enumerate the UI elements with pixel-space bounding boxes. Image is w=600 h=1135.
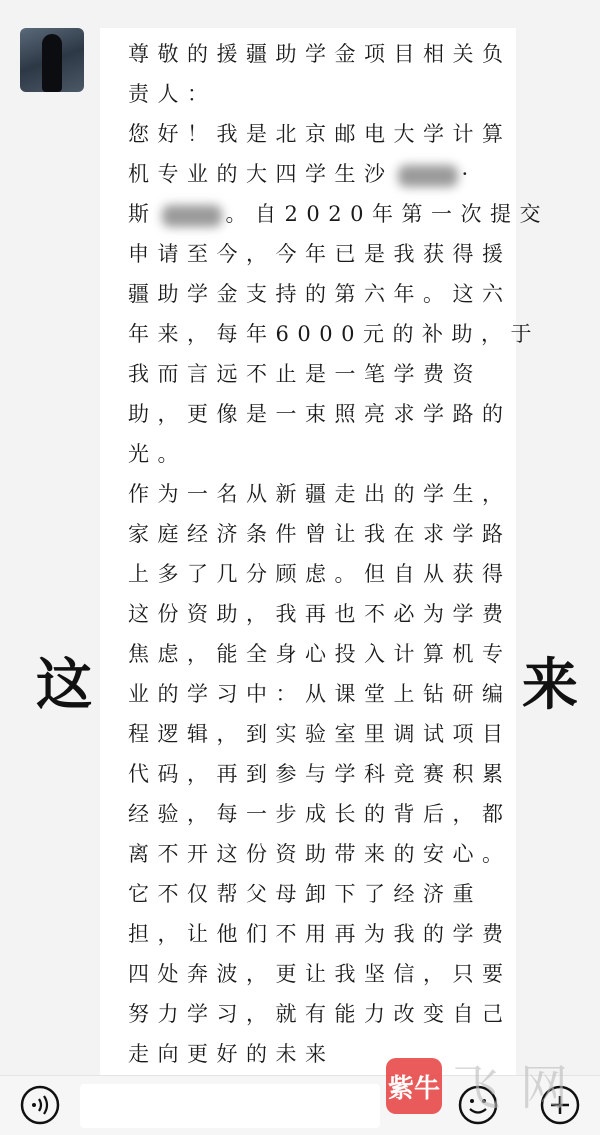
line-text: 助，更像是一束照亮求学路的 xyxy=(128,402,512,426)
background-char-left: 这 xyxy=(36,652,92,718)
message-line xyxy=(128,114,514,154)
message-line xyxy=(128,794,514,834)
message-line xyxy=(128,154,514,194)
line-text: 尊敬的援疆助学金项目相关负 xyxy=(128,42,512,66)
message-line xyxy=(128,994,514,1034)
sender-avatar[interactable] xyxy=(20,28,84,92)
watermark-logo: 紫牛 xyxy=(386,1058,442,1114)
line-text: 斯 xyxy=(128,202,158,226)
message-input[interactable] xyxy=(80,1084,380,1128)
message-line xyxy=(128,554,514,594)
watermark-text-1: 飞 xyxy=(452,1060,501,1116)
message-line xyxy=(128,394,514,434)
voice-icon[interactable] xyxy=(20,1085,60,1125)
line-text: 上多了几分顾虑。但自从获得 xyxy=(128,562,512,586)
line-text: 机专业的大四学生沙 xyxy=(128,162,394,186)
line-text: 责人： xyxy=(128,82,217,106)
line-text: 走向更好的未来 xyxy=(128,1042,335,1066)
message-line xyxy=(128,514,514,554)
line-text: 家庭经济条件曾让我在求学路 xyxy=(128,522,512,546)
line-text: 它不仅帮父母卸下了经济重 xyxy=(128,882,482,906)
line-text: 经验，每一步成长的背后，都 xyxy=(128,802,512,826)
message-line xyxy=(128,194,549,234)
message-line xyxy=(128,914,514,954)
message-line xyxy=(128,74,514,114)
message-line xyxy=(128,954,514,994)
line-text: 申请至今，今年已是我获得援 xyxy=(128,242,512,266)
line-text: 担，让他们不用再为我的学费 xyxy=(128,922,512,946)
message-line xyxy=(128,474,514,514)
message-line xyxy=(128,434,514,474)
message-line xyxy=(128,234,514,274)
message-line xyxy=(128,634,514,674)
line-text: 作为一名从新疆走出的学生， xyxy=(128,482,512,506)
line-text: 疆助学金支持的第六年。这六 xyxy=(128,282,512,306)
blurred-name xyxy=(398,165,458,187)
message-line xyxy=(128,354,514,394)
message-line xyxy=(128,314,540,354)
message-text xyxy=(128,34,549,1074)
line-text: 年来，每年6000元的补助，于 xyxy=(128,322,540,346)
chat-input-bar xyxy=(0,1075,600,1135)
line-text: 代码，再到参与学科竞赛积累 xyxy=(128,762,512,786)
line-text: 四处奔波，更让我坚信，只要 xyxy=(128,962,512,986)
message-line xyxy=(128,874,514,914)
line-text: 焦虑，能全身心投入计算机专 xyxy=(128,642,512,666)
background-char-right: 来 xyxy=(522,652,578,718)
message-line xyxy=(128,594,514,634)
watermark-text-2: 网 xyxy=(520,1060,569,1116)
line-text: 这份资助，我再也不必为学费 xyxy=(128,602,512,626)
message-line xyxy=(128,754,514,794)
line-text: 您好！我是北京邮电大学计算 xyxy=(128,122,512,146)
line-text: 程逻辑，到实验室里调试项目 xyxy=(128,722,512,746)
line-text: · xyxy=(461,162,477,186)
line-text: 光。 xyxy=(128,442,187,466)
message-line xyxy=(128,714,514,754)
line-text: 。自2020年第一次提交 xyxy=(225,202,549,226)
message-line xyxy=(128,674,514,714)
line-text: 我而言远不止是一笔学费资 xyxy=(128,362,482,386)
line-text: 努力学习，就有能力改变自己 xyxy=(128,1002,512,1026)
line-text: 离不开这份资助带来的安心。 xyxy=(128,842,512,866)
message-line xyxy=(128,34,514,74)
line-text: 业的学习中：从课堂上钻研编 xyxy=(128,682,512,706)
message-line xyxy=(128,834,514,874)
blurred-name xyxy=(162,205,222,227)
message-line xyxy=(128,274,514,314)
